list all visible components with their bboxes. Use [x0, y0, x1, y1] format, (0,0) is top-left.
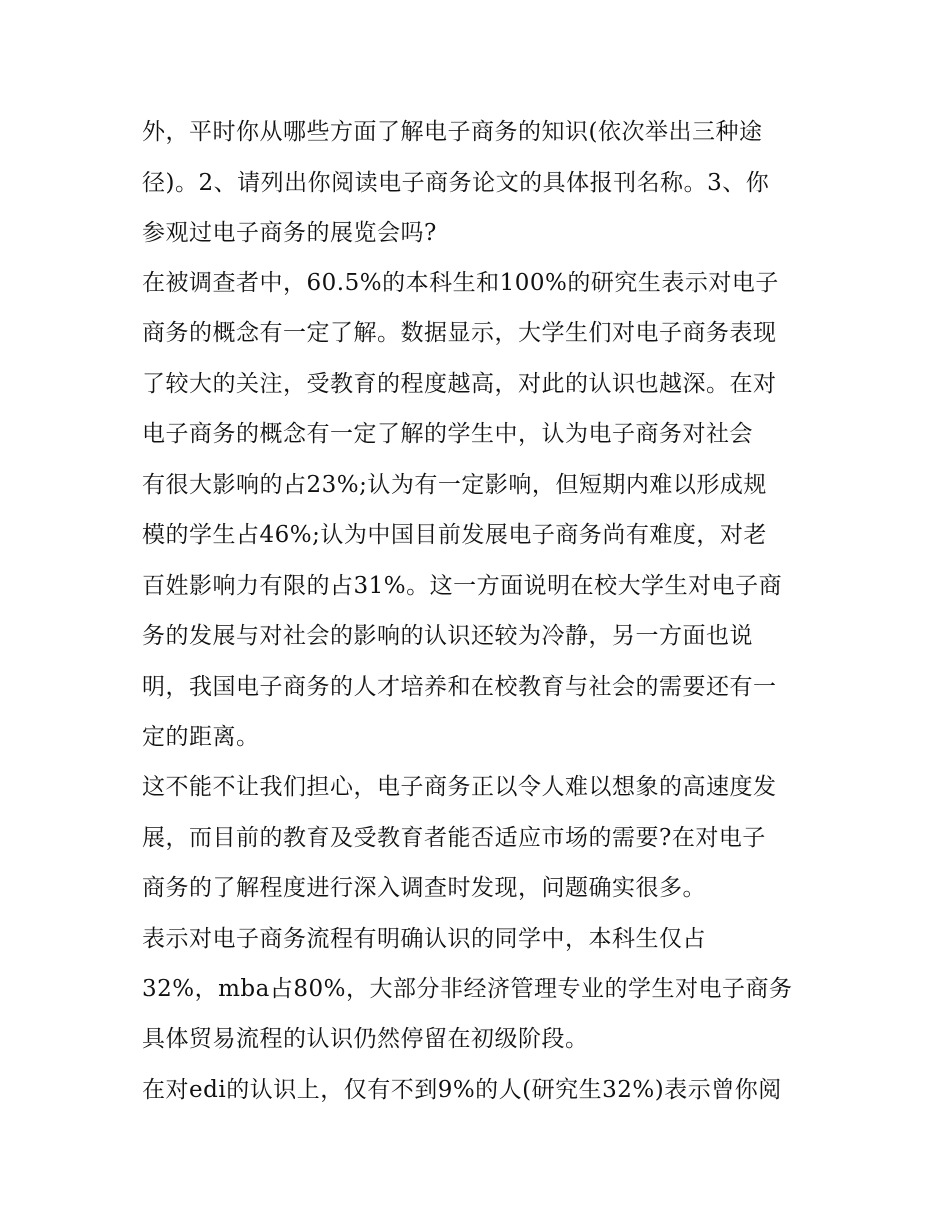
text-line: 商务的了解程度进行深入调查时发现，问题确实很多。 — [142, 875, 706, 901]
text-line: 参观过电子商务的展览会吗? — [142, 220, 437, 246]
text-line: 务的发展与对社会的影响的认识还较为冷静，另一方面也说 — [142, 623, 753, 649]
text-line: 表示对电子商务流程有明确认识的同学中，本科生仅占 — [142, 926, 706, 952]
text-line: 百姓影响力有限的占31%。这一方面说明在校大学生对电子商 — [142, 573, 783, 599]
text-line: 外，平时你从哪些方面了解电子商务的知识(依次举出三种途 — [142, 119, 763, 145]
text-line: 展，而目前的教育及受教育者能否适应市场的需要?在对电子 — [142, 825, 766, 851]
text-line: 在被调查者中，60.5%的本科生和100%的研究生表示对电子 — [142, 270, 779, 296]
text-line: 径)。2、请列出你阅读电子商务论文的具体报刊名称。3、你 — [142, 170, 770, 196]
text-line: 在对edi的认识上，仅有不到9%的人(研究生32%)表示曾你阅 — [142, 1077, 782, 1103]
text-line: 电子商务的概念有一定了解的学生中，认为电子商务对社会 — [142, 421, 753, 447]
text-line: 这不能不让我们担心，电子商务正以令人难以想象的高速度发 — [142, 774, 777, 800]
text-line: 明，我国电子商务的人才培养和在校教育与社会的需要还有一 — [142, 674, 777, 700]
text-line: 模的学生占46%;认为中国目前发展电子商务尚有难度，对老 — [142, 522, 767, 548]
text-line: 商务的概念有一定了解。数据显示，大学生们对电子商务表现 — [142, 320, 777, 346]
text-line: 具体贸易流程的认识仍然停留在初级阶段。 — [142, 1026, 589, 1052]
text-line: 定的距离。 — [142, 724, 260, 750]
text-line: 32%，mba占80%，大部分非经济管理专业的学生对电子商务 — [142, 976, 793, 1002]
text-line: 有很大影响的占23%;认为有一定影响，但短期内难以形成规 — [142, 472, 767, 498]
text-line: 了较大的关注，受教育的程度越高，对此的认识也越深。在对 — [142, 371, 777, 397]
